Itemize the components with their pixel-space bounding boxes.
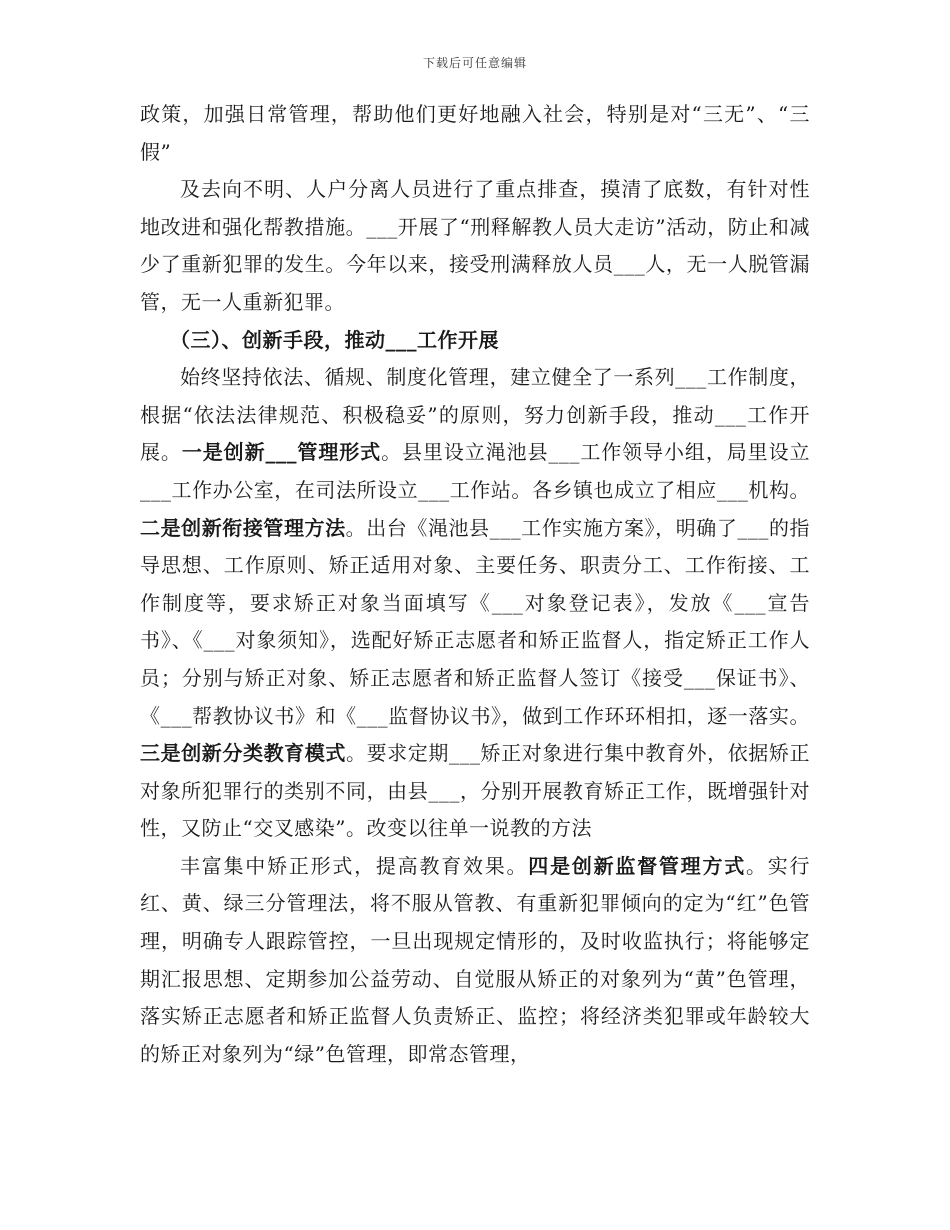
section-title: （三）、创新手段，推动___工作开展 <box>170 327 499 352</box>
paragraph-4-text-2: 。实行红、黄、绿三分管理法，将不服从管教、有重新犯罪倾向的定为“红”色管理，明确专人跟踪管控，一旦出现规定情形的，及时收监执行；将能够定期汇报思想、定期参加公益劳动、自觉服从矫正的对象列为“黄”色管理，落实矫正志愿者和矫正监督人负责矫正、监控；将经济类犯罪或年龄较大的矫正对象列为“绿”色管理，即常态管理， <box>140 853 811 1066</box>
bold-point-1: 一是创新___管理形式 <box>181 440 382 465</box>
bold-point-4: 四是创新监督管理方式 <box>528 853 746 878</box>
bold-point-3: 三是创新分类教育模式 <box>140 741 346 766</box>
paragraph-3 <box>140 359 810 848</box>
paragraph-3-text-4: 。要求定期___矫正对象进行集中教育外，依据矫正对象所犯罪行的类别不同，由县___，分别开展教育矫正工作，既增强针对性，又防止“交叉感染”。改变以往单一说教的方法 <box>140 741 811 841</box>
paragraph-1-text: 政策，加强日常管理，帮助他们更好地融入社会，特别是对“三无”、“三假” <box>140 102 810 164</box>
paragraph-1 <box>140 96 810 171</box>
paragraph-2-text: 及去向不明、人户分离人员进行了重点排查，摸清了底数，有针对性地改进和强化帮教措施。___开展了“刑释解教人员大走访”活动，防止和减少了重新犯罪的发生。今年以来，接受刑满释放人员___人，无一人脱管漏管，无一人重新犯罪。 <box>140 177 810 314</box>
paragraph-3-text-1: 始终坚持依法、循规、制度化管理，建立健全了一系列___工作制度，根据“依法法律规范、积极稳妥”的原则，努力创新手段，推动___工作开展。 <box>140 365 810 465</box>
paragraph-4 <box>140 848 810 1074</box>
paragraph-2 <box>140 171 810 321</box>
bold-point-2: 二是创新衔接管理方法 <box>140 515 346 540</box>
paragraph-3-text-3: 。出台《渑池县___工作实施方案》，明确了___的指导思想、工作原则、矫正适用对象、主要任务、职责分工、工作衔接、工作制度等，要求矫正对象当面填写《___对象登记表》，发放《___宣告书》、《___对象须知》，选配好矫正志愿者和矫正监督人，指定矫正工作人员；分别与矫正对象、矫正志愿者和矫正监督人签订《接受___保证书》、《___帮教协议书》和《___监督协议书》，做到工作环环相扣，逐一落实。 <box>140 515 811 728</box>
paragraph-3-text-2: 。县里设立渑池县___工作领导小组，局里设立___工作办公室，在司法所设立___工作站。各乡镇也成立了相应___机构。 <box>140 440 811 502</box>
paragraph-4-text-1: 丰富集中矫正形式，提高教育效果。 <box>180 853 529 878</box>
document-body <box>140 96 810 1073</box>
page-header: 下载后可任意编辑 <box>422 56 527 70</box>
